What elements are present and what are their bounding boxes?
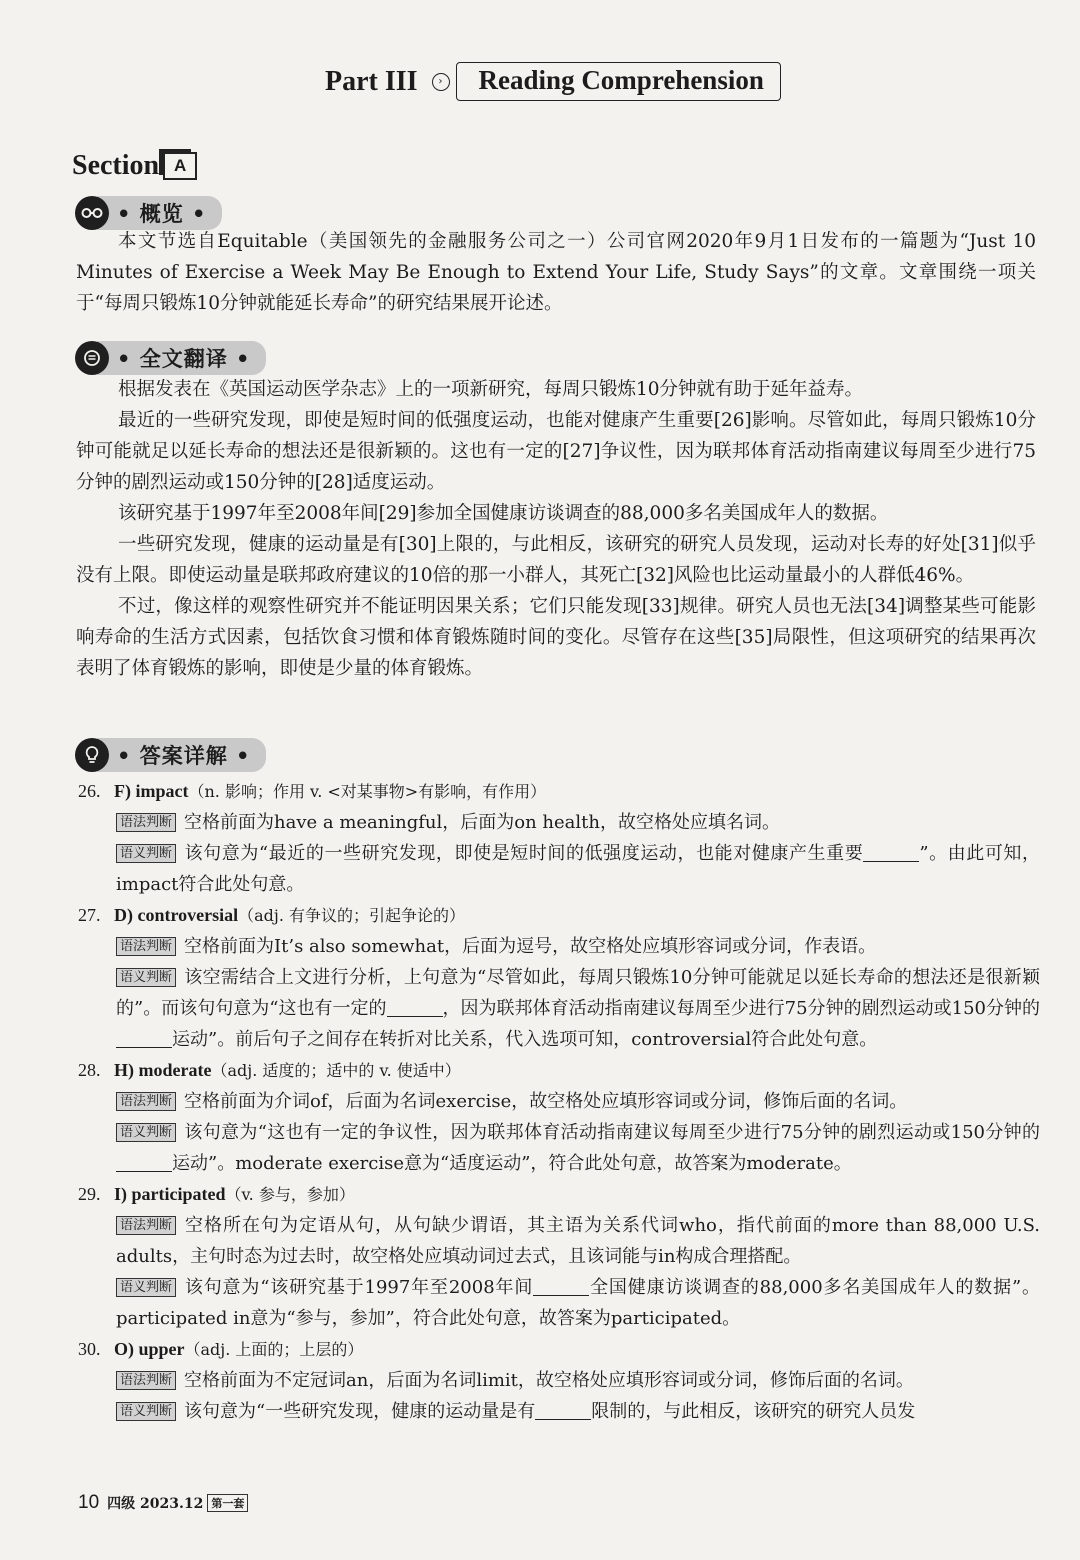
grammar-line — [116, 1210, 1040, 1272]
answer-blank — [863, 843, 919, 862]
translation-paragraph: 根据发表在《英国运动医学杂志》上的一项新研究，每周只锻炼10分钟就有助于延年益寿。 — [118, 379, 864, 400]
meaning-line — [116, 1272, 1040, 1334]
answer-word: F) impact — [114, 781, 189, 801]
meaning-text: ，因为联邦体育活动指南建议每周至少进行75分钟的剧烈运动或150分钟的 — [442, 998, 1040, 1019]
page-number: 10 — [78, 1492, 100, 1513]
meaning-line — [116, 1117, 1040, 1179]
section-title — [72, 150, 197, 182]
answer-blank — [387, 998, 443, 1017]
answer-number: 30. — [78, 1339, 101, 1359]
answer-blank — [533, 1277, 589, 1296]
translation-paragraph: 不过，像这样的观察性研究并不能证明因果关系；它们只能发现[33]规律。研究人员也无法[34]调整某些可能影响寿命的生活方式因素，包括饮食习惯和体育锻炼随时间的变化。尽管存在这些[35]局限性，但这项研究的结果再次表明了体育锻炼的影响，即使是少量的体育锻炼。 — [76, 596, 1036, 679]
answer-word: D) controversial — [114, 905, 239, 925]
overview-heading-label: • 概览 • — [97, 196, 222, 230]
translation-paragraph: 一些研究发现，健康的运动量是有[30]上限的，与此相反，该研究的研究人员发现，运动对长寿的好处[31]似乎没有上限。即使运动量是联邦政府建议的10倍的那一小群人，其死亡[32]风险也比运动量最小的人群低46%。 — [76, 534, 1036, 586]
lightbulb-icon — [75, 738, 109, 772]
meaning-text: 该句意为“一些研究发现，健康的运动量是有 — [184, 1401, 536, 1422]
meaning-text: 全国健康访谈调查的88,000多名美国成年人的数据”。participated in意为“参与，参加”，符合此处句意，故答案为participated。 — [116, 1277, 1040, 1329]
chat-bubble-icon — [75, 341, 109, 375]
part-label: Part III — [325, 65, 418, 97]
answer-word: O) upper — [114, 1339, 185, 1359]
answers-list — [78, 776, 1040, 1427]
answer-number: 27. — [78, 905, 101, 925]
meaning-tag: 语义判断 — [116, 968, 176, 987]
grammar-line — [116, 807, 1040, 838]
meaning-line — [116, 1396, 1040, 1427]
grammar-tag: 语法判断 — [116, 1216, 176, 1235]
answer-word: I) participated — [114, 1184, 226, 1204]
grammar-text: 空格前面为不定冠词an，后面为名词limit，故空格处应填形容词或分词，修饰后面的名词。 — [184, 1370, 914, 1391]
answer-gloss: （adj. 上面的；上层的） — [184, 1340, 364, 1359]
meaning-text: 该句意为“这也有一定的争议性，因为联邦体育活动指南建议每周至少进行75分钟的剧烈运动或150分钟的 — [184, 1122, 1040, 1143]
meaning-text: 运动”。前后句子之间存在转折对比关系，代入选项可知，controversial符合此处句意。 — [172, 1029, 878, 1050]
grammar-tag: 语法判断 — [116, 1092, 176, 1111]
meaning-line — [116, 838, 1040, 900]
meaning-tag: 语义判断 — [116, 1402, 176, 1421]
grammar-line — [116, 1086, 1040, 1117]
part-header — [325, 62, 781, 101]
answer-head — [78, 776, 1040, 807]
overview-text: 本文节选自Equitable（美国领先的金融服务公司之一）公司官网2020年9月1日发布的一篇题为“Just 10 Minutes of Exercise a Week May Be Enough to Extend Your Life, Study Says”的文章。文章围绕一项关于“每周只锻炼10分钟就能延长寿命”的研究结果展开论述。 — [76, 231, 1036, 314]
grammar-text: 空格所在句为定语从句，从句缺少谓语，其主语为关系代词who，指代前面的more than 88,000 U.S. adults，主句时态为过去时，故空格处应填动词过去式，且该词能与in构成合理搭配。 — [116, 1215, 1040, 1267]
translation-paragraph: 最近的一些研究发现，即使是短时间的低强度运动，也能对健康产生重要[26]影响。尽管如此，每周只锻炼10分钟可能就足以延长寿命的想法还是很新颖的。这也有一定的[27]争议性，因为联邦体育活动指南建议每周至少进行75分钟的剧烈运动或150分钟的[28]适度运动。 — [76, 410, 1036, 493]
translation-paragraph: 该研究基于1997年至2008年间[29]参加全国健康访谈调查的88,000多名美国成年人的数据。 — [118, 503, 889, 524]
meaning-text: 运动”。moderate exercise意为“适度运动”，符合此处句意，故答案为moderate。 — [172, 1153, 852, 1174]
answer-blank — [116, 1153, 172, 1172]
overview-heading — [75, 196, 222, 230]
answer-gloss: （n. 影响；作用 v. <对某事物>有影响，有作用） — [188, 782, 547, 801]
grammar-tag: 语法判断 — [116, 813, 176, 832]
answer-head — [78, 1055, 1040, 1086]
answer-number: 29. — [78, 1184, 101, 1204]
page-footer — [78, 1492, 248, 1514]
meaning-tag: 语义判断 — [116, 1278, 176, 1297]
meaning-text: 该句意为“最近的一些研究发现，即使是短时间的低强度运动，也能对健康产生重要 — [184, 843, 864, 864]
answer-number: 28. — [78, 1060, 101, 1080]
grammar-text: 空格前面为It’s also somewhat，后面为逗号，故空格处应填形容词或分词，作表语。 — [184, 936, 877, 957]
answer-gloss: （v. 参与，参加） — [225, 1185, 355, 1204]
meaning-text: 该空需结合上文进行分析，上句意为“尽管如此，每周只锻炼10分钟可能就足以延长寿命的想法还是很新颖的”。而该句句意为“这也有一定的 — [116, 967, 1040, 1019]
translation-text — [76, 374, 1036, 684]
grammar-line — [116, 1365, 1040, 1396]
issue-label: 四级 2023.12 — [107, 1496, 204, 1512]
answer-blank — [535, 1401, 591, 1420]
answer-gloss: （adj. 有争议的；引起争论的） — [238, 906, 466, 925]
answer-word: H) moderate — [114, 1060, 212, 1080]
answer-head — [78, 1179, 1040, 1210]
answers-heading-label: • 答案详解 • — [97, 738, 266, 772]
glasses-icon — [75, 196, 109, 230]
arrow-right-icon: › — [432, 73, 450, 91]
answer-number: 26. — [78, 781, 101, 801]
translation-heading — [75, 341, 266, 375]
answer-blank — [116, 1029, 172, 1048]
answer-gloss: （adj. 适度的；适中的 v. 使适中） — [211, 1061, 461, 1080]
grammar-tag: 语法判断 — [116, 1371, 176, 1390]
part-title: Reading Comprehension — [456, 62, 781, 101]
translation-heading-label: • 全文翻译 • — [97, 341, 266, 375]
meaning-line — [116, 962, 1040, 1055]
meaning-tag: 语义判断 — [116, 1123, 176, 1142]
grammar-text: 空格前面为介词of，后面为名词exercise，故空格处应填形容词或分词，修饰后面的名词。 — [184, 1091, 908, 1112]
grammar-tag: 语法判断 — [116, 937, 176, 956]
grammar-text: 空格前面为have a meaningful，后面为on health，故空格处应填名词。 — [184, 812, 780, 833]
meaning-text: 该句意为“该研究基于1997年至2008年间 — [184, 1277, 534, 1298]
set-badge: 第一套 — [207, 1494, 248, 1512]
answer-head — [78, 1334, 1040, 1365]
answer-head — [78, 900, 1040, 931]
grammar-line — [116, 931, 1040, 962]
section-label: Section — [72, 150, 160, 181]
meaning-tag: 语义判断 — [116, 844, 176, 863]
meaning-text: ”。由此可知，impact符合此处句意。 — [116, 843, 1041, 895]
meaning-text: 限制的，与此相反，该研究的研究人员发 — [591, 1401, 916, 1422]
section-letter: A — [163, 152, 197, 180]
answers-heading — [75, 738, 266, 772]
